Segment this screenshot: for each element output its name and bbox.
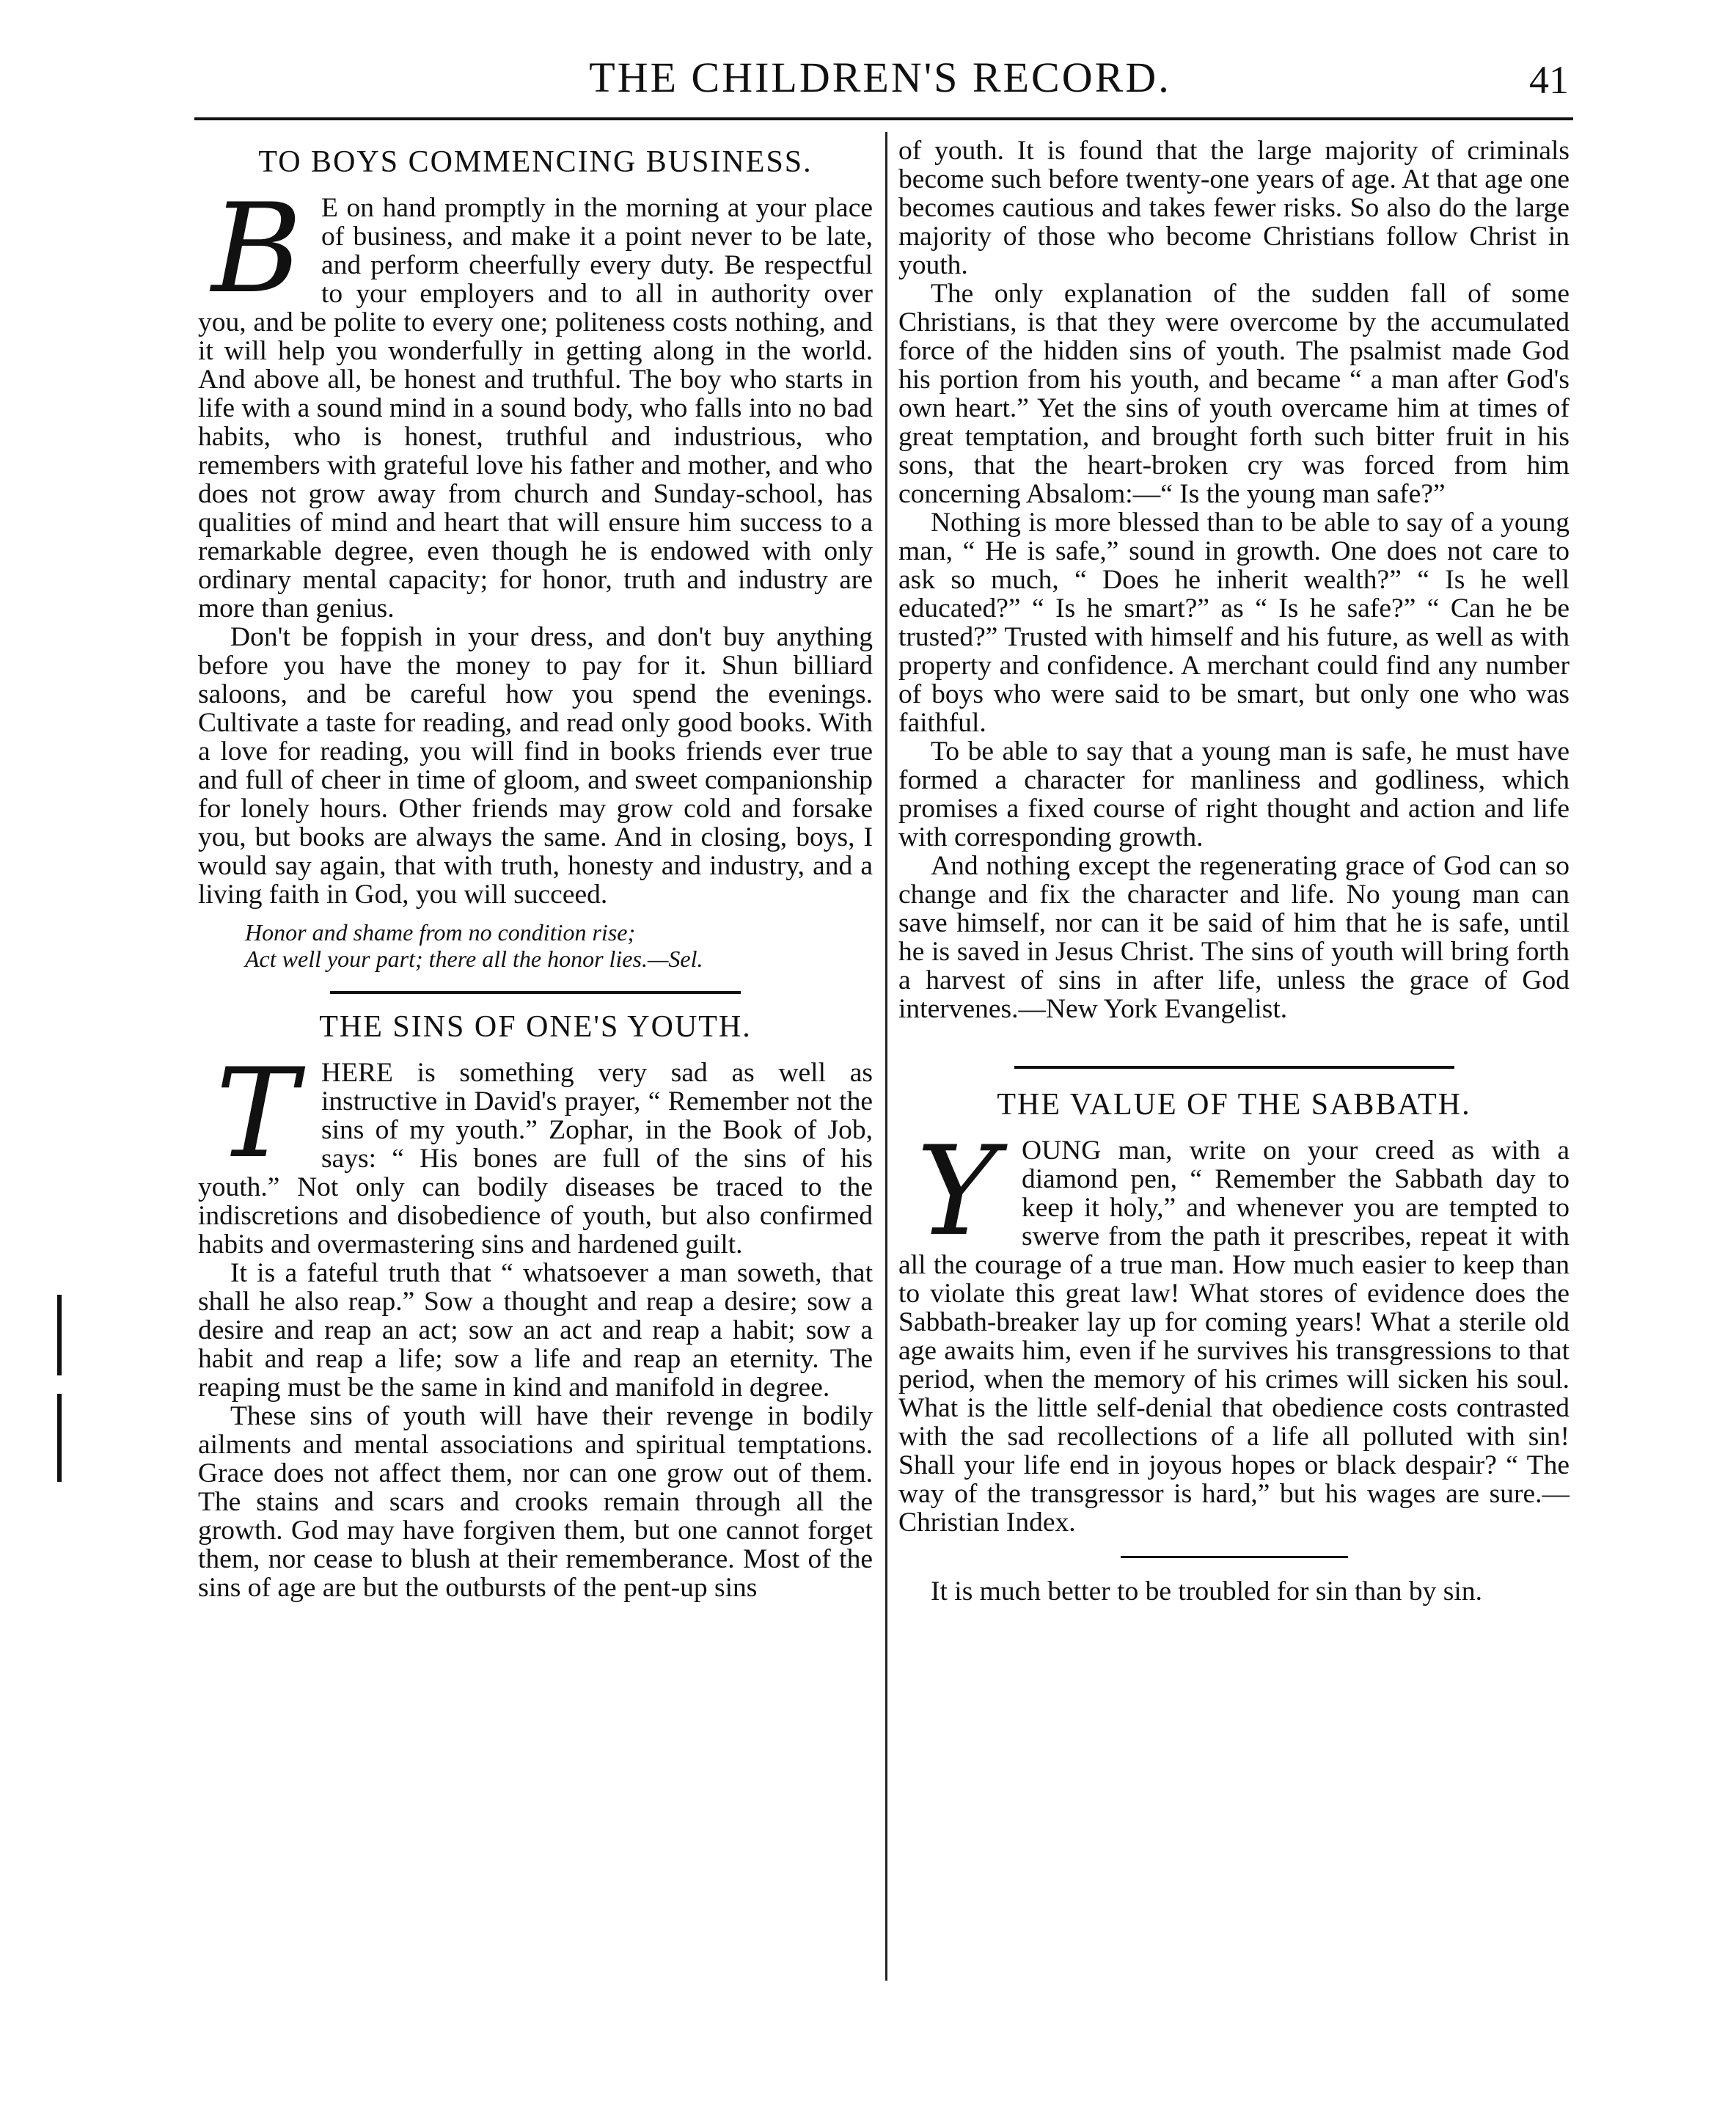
article-title: TO BOYS COMMENCING BUSINESS. <box>258 145 813 179</box>
header-rule <box>194 117 1573 120</box>
drop-cap: T <box>215 1042 299 1185</box>
article-paragraph: of youth. It is found that the large majority of criminals become such before twenty-one years of age. At that age one becomes cautious and takes fewer risks. So also do the large majority of those who become Christians follow Christ in youth. <box>898 136 1570 280</box>
left-column <box>198 136 873 1602</box>
article-paragraph: These sins of youth will have their revenge in bodily ailments and mental associations and spiritual temptations. Grace does not affect them, nor can one grow out of them. The stains and scars and crooks remain through all the growth. God may have forgiven them, but one cannot forget them, nor cease to blush at their rememberance. Most of the sins of age are but the outbursts of the pent-up sins <box>198 1401 873 1603</box>
margin-mark <box>57 1295 62 1375</box>
article-title: THE VALUE OF THE SABBATH. <box>997 1088 1471 1122</box>
article-paragraph: THERE is something very sad as well as instructive in David's prayer, “ Remember not the sins of my youth.” Zophar, in the Book of Job, says: “ His bones are full of the sins of his youth.” Not only can bodily diseases be traced to the indiscretions and disobedience of youth, but also confirmed habits and overmastering sins and hardened guilt. <box>198 1042 873 1260</box>
couplet-line: Act well your part; there all the honor lies.—Sel. <box>245 946 703 972</box>
section-rule <box>1014 1066 1454 1069</box>
article-paragraph: It is a fateful truth that “ whatsoever a man soweth, that shall he also reap.” Sow a thought and reap a desire; sow a desire and reap an act; sow an act and reap a habit; sow a habit and reap a life; sow a life and reap an eternity. The reaping must be the same in kind and manifold in degree. <box>198 1258 873 1403</box>
margin-mark <box>57 1394 62 1482</box>
article-paragraph: YOUNG man, write on your creed as with a diamond pen, “ Remember the Sabbath day to keep it holy,” and whenever you are tempted to swerve from the path it prescribes, repeat it with all the courage of a true man. How much easier to keep than to violate this great law! What stores of evidence does the Sabbath-breaker lay up for coming years! What a sterile old age awaits him, even if he survives his transgressions to that period, when the memory of his crimes will sicken his soul. What is the little self-denial that obedience costs contrasted with the sad recollections of a life all polluted with sin! Shall your life end in joyous hopes or black despair? “ The way of the transgressor is hard,” but his wages are sure.—Christian Index. <box>898 1119 1570 1538</box>
section-rule <box>330 991 741 994</box>
section-rule <box>1121 1556 1348 1558</box>
filler-paragraph: It is much better to be troubled for sin than by sin. <box>931 1576 1482 1607</box>
page-number: 41 <box>1529 58 1569 102</box>
closing-couplet <box>245 919 873 972</box>
article-title: THE SINS OF ONE'S YOUTH. <box>319 1010 752 1044</box>
right-column <box>898 136 1570 1606</box>
column-divider <box>885 132 887 1981</box>
couplet-line: Honor and shame from no condition rise; <box>245 919 636 946</box>
article-paragraph: To be able to say that a young man is safe, he must have formed a character for manliness and godliness, which promises a fixed course of right thought and action and life with corresponding growth. <box>898 736 1570 852</box>
article-paragraph: The only explanation of the sudden fall of some Christians, is that they were overcome by the accumulated force of the hidden sins of youth. The psalmist made God his portion from his youth, and became “ a man after God's own heart.” Yet the sins of youth overcame him at times of great temptation, and brought forth such bitter fruit in his sons, that the heart-broken cry was forced from him concerning Absalom:—“ Is the young man safe?” <box>898 279 1570 509</box>
drop-cap: Y <box>916 1119 998 1263</box>
article-paragraph: B E on hand promptly in the morning at your place of business, and make it a point never to be late, and perform cheerfully every duty. Be respectful to your employers and to all in authority over you, and be polite to every one; politeness costs nothing, and it will help you wonderfully in getting along in the world. And above all, be honest and truthful. The boy who starts in life with a sound mind in a sound body, who falls into no bad habits, who is honest, truthful and industrious, who remembers with grateful love his father and mother, and who does not grow away from church and Sunday-school, has qualities of mind and heart that will ensure him success to a remarkable degree, even though he is endowed with only ordinary mental capacity; for honor, truth and industry are more than genius. <box>198 177 873 624</box>
article-paragraph: Nothing is more blessed than to be able to say of a young man, “ He is safe,” sound in growth. One does not care to ask so much, “ Does he inherit wealth?” “ Is he well educated?” “ Is he smart?” as “ Is he safe?” “ Can he be trusted?” Trusted with himself and his future, as well as with property and confidence. A merchant could find any number of boys who were said to be smart, but only one who was faithful. <box>898 508 1570 738</box>
article-paragraph: Don't be foppish in your dress, and don't buy anything before you have the money to pay for it. Shun billiard saloons, and be careful how you spend the evenings. Cultivate a taste for reading, and read only good books. With a love for reading, you will find in books friends ever true and full of cheer in time of gloom, and sweet companionship for lonely hours. Other friends may grow cold and forsake you, but books are always the same. And in closing, boys, I would say again, that with truth, honesty and industry, and a living faith in God, you will succeed. <box>198 622 873 910</box>
running-title: THE CHILDREN'S RECORD. <box>589 54 1171 101</box>
drop-cap: B <box>211 177 302 321</box>
article-paragraph: And nothing except the regenerating grace of God can so change and fix the character and life. No young man can save himself, nor can it be said of him that he is safe, until he is saved in Jesus Christ. The sins of youth will bring forth a harvest of sins in after life, unless the grace of God intervenes.—New York Evangelist. <box>898 851 1570 1024</box>
